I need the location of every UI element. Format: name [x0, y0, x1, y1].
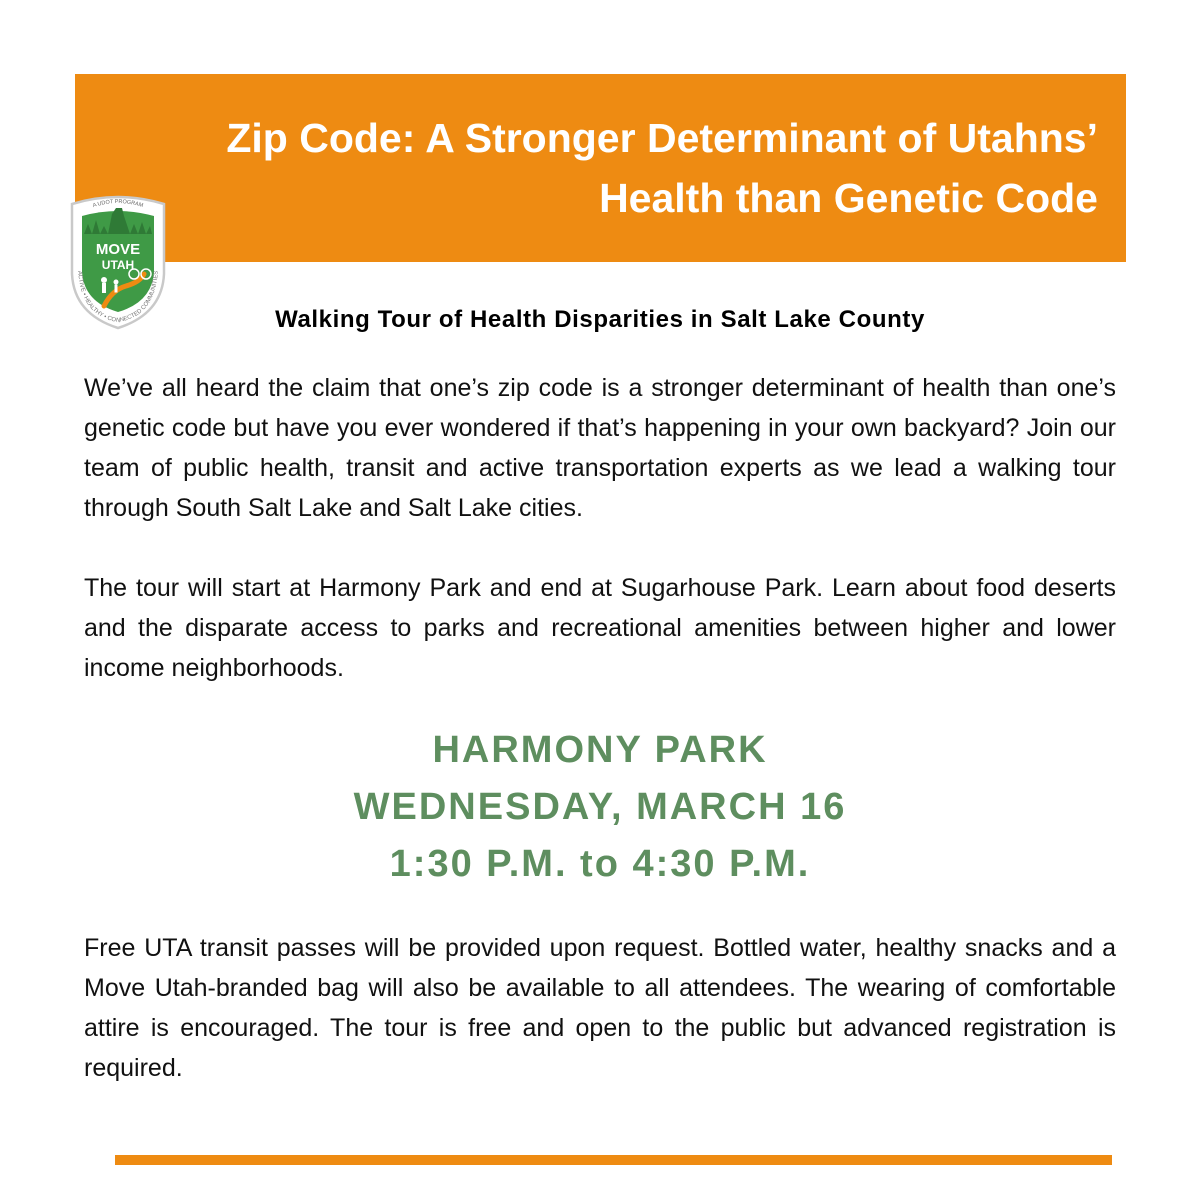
- event-date: WEDNESDAY, MARCH 16: [353, 786, 847, 828]
- route-paragraph: The tour will start at Harmony Park and end at Sugarhouse Park. Learn about food deserts and the disparate access to parks and recreational amenities between higher and lower income neighborhoods.: [84, 574, 1116, 682]
- page-title: [226, 108, 1098, 228]
- tour-subtitle: Walking Tour of Health Disparities in Salt Lake County: [275, 306, 925, 333]
- intro-paragraph: We’ve all heard the claim that one’s zip code is a stronger determinant of health than one’s genetic code but have you ever wondered if that’s happening in your own backyard? Join our team of public health, transit and active transportation experts as we lead a walking tour through South Salt Lake and Salt Lake cities.: [84, 374, 1116, 522]
- logo-ring-text: ACTIVE • HEALTHY • CONNECTED COMMUNITIES: [76, 270, 160, 325]
- bottom-divider: [115, 1155, 1112, 1165]
- title-line-1: Zip Code: A Stronger Determinant of Utahns’: [226, 115, 1098, 161]
- title-banner: [75, 74, 1126, 262]
- event-location: HARMONY PARK: [432, 729, 768, 771]
- logo-word-utah: UTAH: [101, 258, 135, 272]
- event-time: 1:30 P.M. to 4:30 P.M.: [389, 843, 811, 885]
- title-line-2: Health than Genetic Code: [599, 175, 1098, 221]
- event-details: [0, 722, 1200, 893]
- amenities-paragraph: Free UTA transit passes will be provided upon request. Bottled water, healthy snacks and a Move Utah-branded bag will also be available to all attendees. The wearing of comfortable attire is encouraged. The tour is free and open to the public but advanced registration is required.: [84, 934, 1116, 1082]
- logo-word-move: MOVE: [95, 241, 141, 258]
- logo-top-text: A UDOT PROGRAM: [92, 198, 144, 210]
